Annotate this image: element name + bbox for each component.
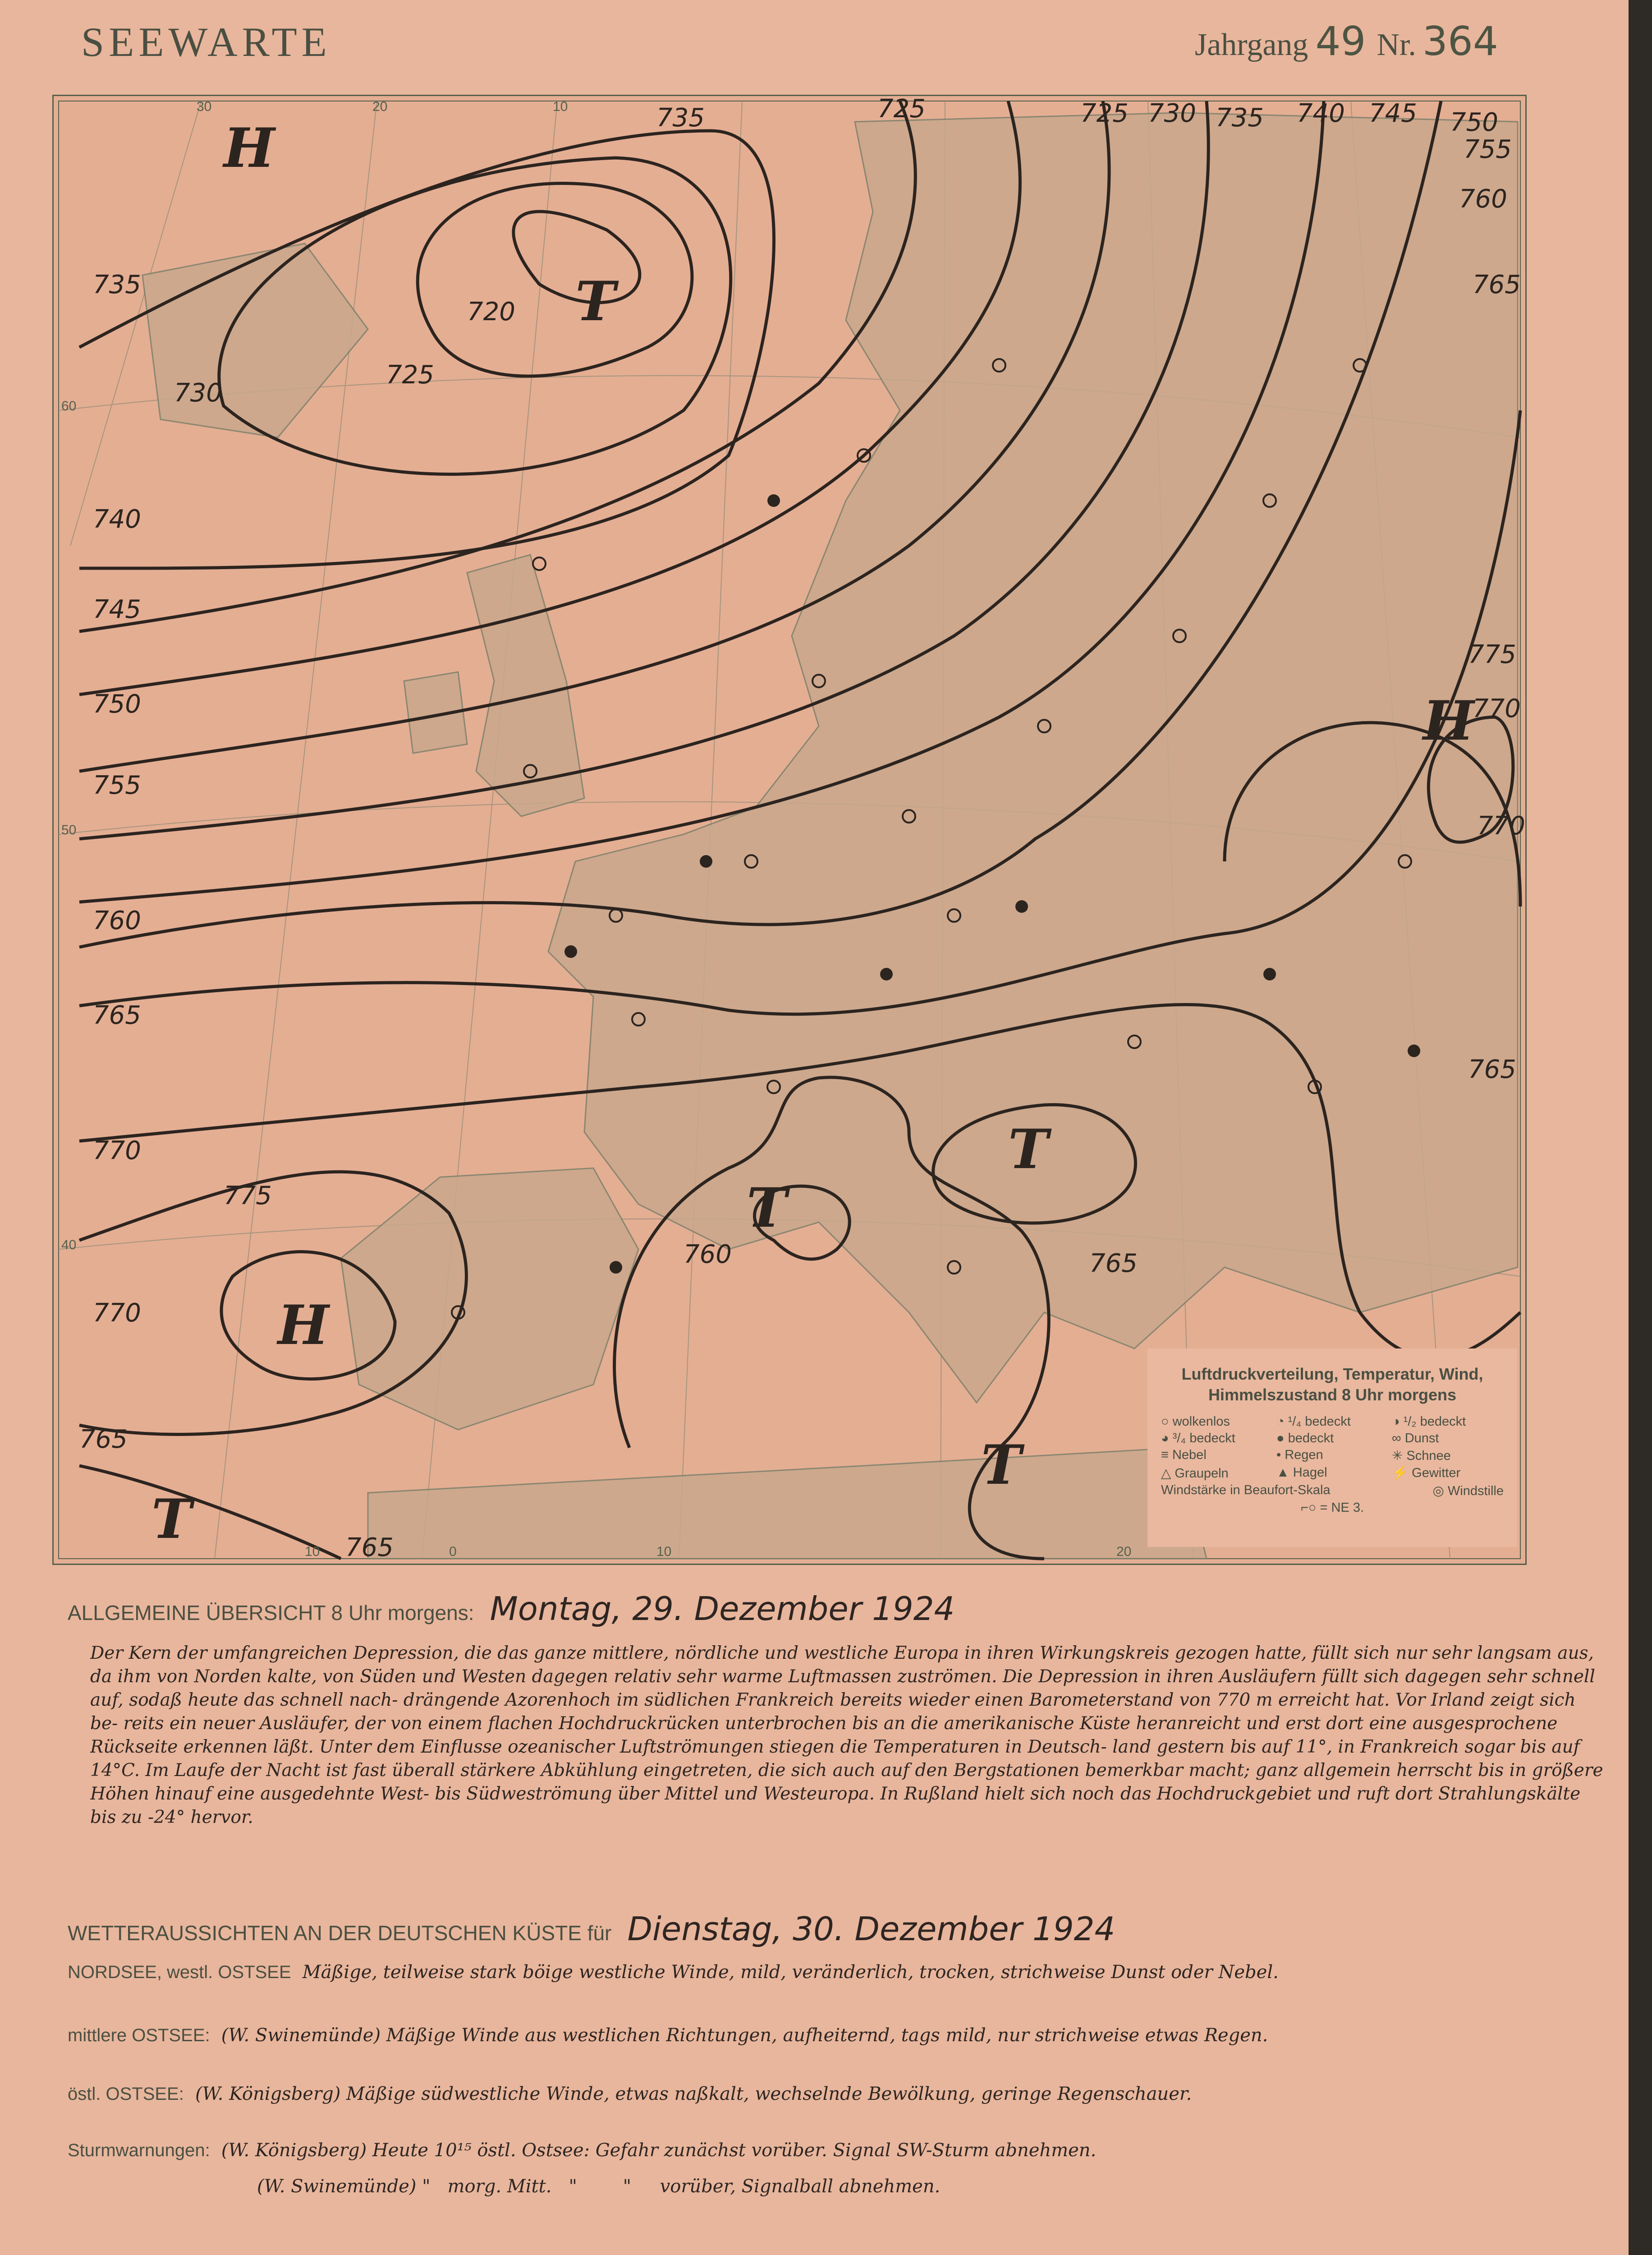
legend-label: Dunst	[1404, 1431, 1439, 1445]
lon-label: 10	[305, 1544, 320, 1559]
lon-label: 20	[1116, 1544, 1132, 1559]
weather-map	[52, 95, 1527, 1565]
pressure-label: 740	[1297, 99, 1345, 128]
forecast-sturm-2	[257, 2176, 940, 2197]
forecast-oestl	[68, 2084, 1192, 2104]
legend-title	[1147, 1348, 1517, 1405]
pressure-label: 765	[1089, 1249, 1138, 1278]
legend-label: Gewitter	[1412, 1466, 1461, 1480]
low-marker: T	[151, 1487, 192, 1551]
legend-item-graupeln: △ Graupeln	[1161, 1466, 1229, 1481]
pressure-label: 775	[224, 1181, 272, 1210]
sturm-line2: (W. Swinemünde) " morg. Mitt. " " vorüber, Signalball abnehmen.	[257, 2176, 941, 2197]
station-filled	[1408, 1045, 1420, 1057]
low-marker: T	[1008, 1118, 1049, 1181]
forecast-date: Dienstag, 30. Dezember 1924	[627, 1910, 1115, 1948]
pressure-label: 760	[684, 1240, 732, 1269]
station-filled	[767, 494, 780, 507]
pressure-label: 730	[1148, 99, 1196, 128]
legend-label: ¹/₄ bedeckt	[1288, 1414, 1351, 1429]
pressure-label: 770	[93, 1298, 141, 1328]
pressure-label: 745	[93, 595, 141, 624]
book-binding	[1629, 0, 1652, 2255]
legend-item-halb: ◑ ¹/₂ bedeckt	[1392, 1414, 1466, 1429]
legend-label: ³/₄ bedeckt	[1172, 1431, 1235, 1445]
station-filled	[610, 1261, 622, 1274]
legend-ne-example: = NE 3.	[1320, 1500, 1364, 1515]
pressure-label: 730	[174, 378, 222, 408]
station-filled	[700, 855, 712, 868]
legend-item-wolkenlos: ○ wolkenlos	[1161, 1414, 1230, 1429]
pressure-label: 735	[93, 270, 141, 299]
oestl-label: östl. OSTSEE:	[68, 2084, 184, 2104]
low-marker: T	[747, 1176, 787, 1240]
jahrgang-value: 49	[1315, 18, 1366, 64]
pressure-label: 775	[1468, 640, 1516, 669]
legend-item-hagel: ▲ Hagel	[1276, 1465, 1327, 1480]
lat-label: 60	[61, 399, 77, 414]
pressure-label: 765	[79, 1425, 128, 1454]
legend-example	[1147, 1499, 1517, 1515]
legend-label: Nebel	[1172, 1448, 1207, 1462]
legend-title-line2: Himmelszustand 8 Uhr morgens	[1208, 1385, 1457, 1404]
forecast-nordsee	[68, 1962, 1279, 1983]
legend-label: Windstille	[1447, 1484, 1504, 1498]
map-canvas	[52, 95, 1527, 1565]
legend-label: Regen	[1285, 1448, 1323, 1462]
nordsee-text: Mäßige, teilweise stark böige westliche Winde, mild, veränderlich, trocken, strichweise Dunst oder Nebel.	[302, 1962, 1279, 1983]
mittlere-text: (W. Swinemünde) Mäßige Winde aus westlichen Richtungen, aufheiternd, tags mild, nur strichweise etwas Regen.	[221, 2025, 1268, 2046]
high-marker: H	[224, 116, 275, 180]
pressure-label: 765	[345, 1533, 394, 1562]
forecast-mittlere	[68, 2025, 1268, 2046]
pressure-label: 755	[93, 771, 141, 800]
overview-text: Der Kern der umfangreichen Depression, die das ganze mittlere, nördliche und westliche Europa in ihren Wirkungskreis gezogen hatte, füllt sich nur sehr langsam aus, da ihm von Norden kalte, von Süden und Westen dagegen relativ sehr warme Luftmassen zuströmen. Die Depression in ihren Ausläufern füllt sich dagegen sehr schnell auf, sodaß heute das schnell nach- drängende Azorenhoch im südlichen Frankreich bereits wieder einen Barometerstand von 770 m erreicht hat. Vor Irland zeigt sich be- reits ein neuer Ausläufer, der von einem flachen Hochdruckrücken unterbrochen bis an die amerikanische Küste heranreicht und erst dort eine ausgesprochene Rückseite erkennen läßt. Unter dem Einflusse ozeanischer Luftströmungen stiegen die Temperaturen in Deutsch- land gestern bis auf 11°, in Frankreich sogar bis auf 14°C. Im Laufe der Nacht ist fast überall stärkere Abkühlung eingetreten, die sich auch auf den Bergstationen bemerkbar macht; ganz allgemein herrscht bis in größere Höhen hinauf eine ausgedehnte West- bis Südweströmung über Mittel und Westeuropa. In Rußland hielt sich noch das Hochdruckgebiet und ruft dort Strahlungskälte bis zu -24° hervor.	[90, 1643, 1603, 1827]
forecast-header	[68, 1910, 1115, 1948]
high-marker: H	[278, 1293, 329, 1357]
legend-item-dreiviertel: ◕ ³/₄ bedeckt	[1161, 1431, 1235, 1445]
pressure-label: 770	[1477, 811, 1525, 841]
sturm-line1: (W. Königsberg) Heute 10¹⁵ östl. Ostsee: Gefahr zunächst vorüber. Signal SW-Sturm abnehmen.	[221, 2140, 1097, 2161]
pressure-label: 765	[1468, 1055, 1516, 1084]
page-title: SEEWARTE	[81, 19, 331, 65]
lat-label: 40	[61, 1238, 77, 1252]
legend-item-schnee: ✳ Schnee	[1392, 1449, 1451, 1463]
legend-bottom	[1147, 1481, 1517, 1499]
oestl-text: (W. Königsberg) Mäßige südwestliche Winde, etwas naßkalt, wechselnde Bewölkung, geringe Regenschauer.	[195, 2084, 1192, 2104]
legend-item-dunst: ∞ Dunst	[1392, 1431, 1439, 1445]
pressure-label: 755	[1464, 135, 1512, 164]
legend-item-gewitter: ⚡ Gewitter	[1392, 1466, 1461, 1480]
nr-label: Nr.	[1377, 28, 1416, 62]
mittlere-label: mittlere OSTSEE:	[68, 2025, 210, 2045]
pressure-label: 770	[93, 1136, 141, 1165]
sturm-label: Sturmwarnungen:	[68, 2140, 210, 2160]
legend-items	[1147, 1405, 1517, 1481]
overview-title: ALLGEMEINE ÜBERSICHT 8 Uhr morgens:	[68, 1601, 474, 1625]
lon-label: 10	[656, 1544, 672, 1559]
legend-label: ¹/₂ bedeckt	[1403, 1414, 1466, 1429]
legend-label: Hagel	[1293, 1465, 1327, 1480]
pressure-label: 725	[877, 95, 926, 124]
issue-info	[1195, 18, 1498, 64]
station-filled	[880, 968, 893, 980]
lon-label: 0	[449, 1544, 457, 1559]
pressure-label: 725	[386, 360, 434, 390]
nordsee-label: NORDSEE, westl. OSTSEE	[68, 1962, 291, 1982]
pressure-label: 760	[93, 906, 141, 935]
pressure-label: 760	[1459, 184, 1507, 214]
pressure-label: 765	[1473, 270, 1521, 299]
overview-date: Montag, 29. Dezember 1924	[490, 1590, 955, 1628]
high-marker: H	[1423, 689, 1474, 753]
pressure-label: 745	[1369, 99, 1417, 128]
legend-label: Graupeln	[1175, 1466, 1229, 1481]
lon-label: 30	[197, 99, 212, 114]
forecast-sturm	[68, 2140, 1096, 2161]
legend-item-regen: • Regen	[1276, 1448, 1323, 1462]
legend-wind-label: Windstärke in Beaufort-Skala	[1161, 1483, 1331, 1497]
legend-label: Schnee	[1406, 1449, 1451, 1463]
station-filled	[564, 945, 577, 958]
legend-item-nebel: ≡ Nebel	[1161, 1448, 1207, 1462]
map-legend	[1147, 1348, 1517, 1547]
pressure-label: 735	[656, 103, 705, 133]
lat-label: 50	[61, 823, 77, 838]
pressure-label: 740	[93, 505, 141, 534]
legend-item-bedeckt: ● bedeckt	[1276, 1431, 1334, 1445]
low-marker: T	[981, 1433, 1022, 1497]
pressure-label: 735	[1216, 103, 1264, 133]
legend-windstille: ◎ Windstille	[1432, 1484, 1504, 1498]
legend-label: wolkenlos	[1172, 1414, 1230, 1429]
jahrgang-label: Jahrgang	[1195, 28, 1308, 62]
overview-header	[68, 1590, 954, 1628]
low-marker: T	[575, 270, 616, 333]
pressure-label: 770	[1473, 694, 1521, 723]
forecast-title: WETTERAUSSICHTEN AN DER DEUTSCHEN KÜSTE für	[68, 1921, 612, 1945]
lon-label: 20	[372, 99, 388, 114]
pressure-label: 720	[467, 297, 515, 327]
legend-label: bedeckt	[1288, 1431, 1334, 1445]
station-filled	[1263, 968, 1276, 980]
legend-item-viertel: ◔ ¹/₄ bedeckt	[1276, 1414, 1351, 1429]
legend-title-line1: Luftdruckverteilung, Temperatur, Wind,	[1181, 1365, 1483, 1383]
pressure-label: 750	[93, 690, 141, 719]
wind-arrow-icon: ⌐○	[1300, 1500, 1317, 1515]
station-filled	[1015, 900, 1028, 913]
pressure-label: 750	[1450, 108, 1498, 137]
pressure-label: 725	[1080, 99, 1129, 128]
nr-value: 364	[1422, 18, 1498, 64]
pressure-label: 765	[93, 1001, 141, 1030]
lon-label: 10	[553, 99, 568, 114]
